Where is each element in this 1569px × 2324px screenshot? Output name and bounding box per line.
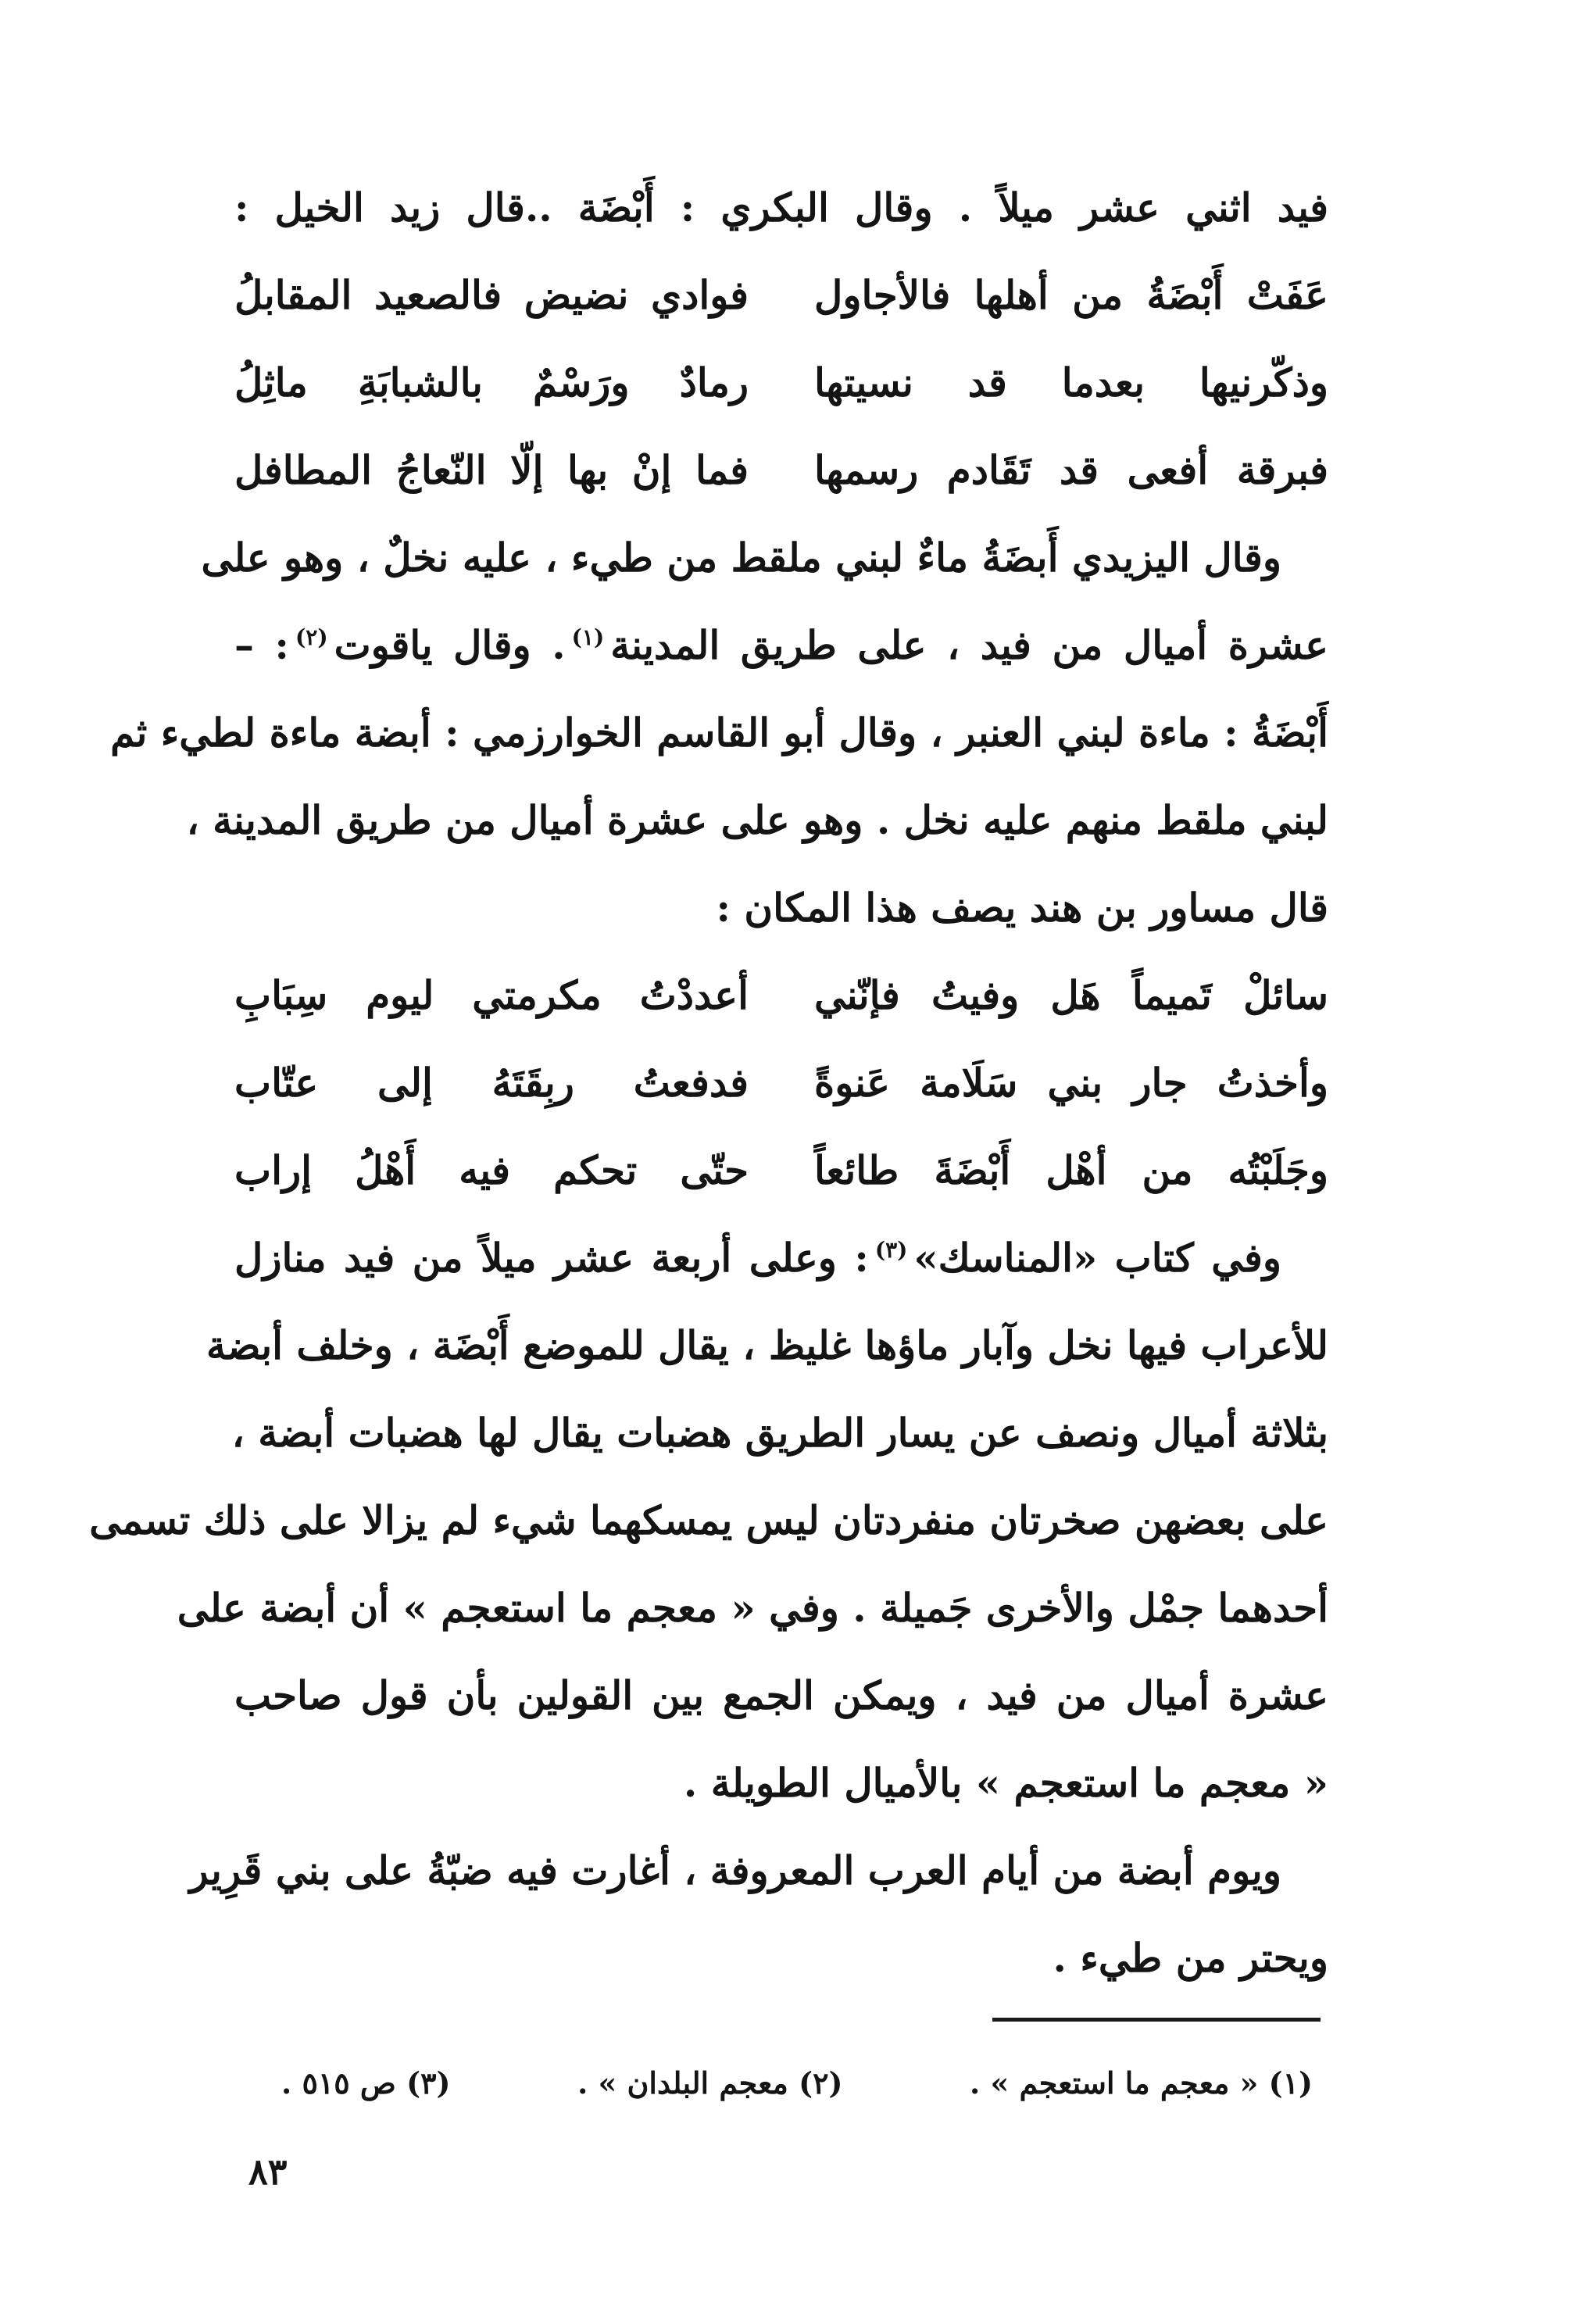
text-line-9: [234, 864, 1328, 952]
verse-line-3: [234, 427, 1328, 514]
verse-first-hemistich: عَفَتْ أَبْضَةُ من أهلها فالأجاول: [814, 272, 1328, 318]
text-line-14: [206, 1302, 1328, 1389]
verse-second-hemistich: رمادٌ ورَسْمٌ بالشبابَةِ ماثِلُ: [234, 359, 749, 406]
verse-first-hemistich: وجَلَبْتُه من أهْل أَبْضَةَ طائعاً: [814, 1147, 1328, 1193]
text-line-5: [201, 514, 1328, 602]
verse-line-6: [234, 1127, 1328, 1214]
line-text: وفي كتاب «المناسك»: [913, 1235, 1281, 1281]
line-text: ويوم أبضة من أيام العرب المعروفة ، أغارت فيه ضبّةُ على بني قَرِير: [189, 1847, 1281, 1893]
verse-line-1: [234, 252, 1328, 339]
footnote-ref-3: (٣): [874, 1237, 908, 1264]
line-text: قال مساور بن هند يصف هذا المكان :: [716, 885, 1328, 931]
verse-first-hemistich: وأخذتُ جار بني سَلَامة عَنوةً: [814, 1060, 1328, 1106]
verse-line-2: [234, 339, 1328, 427]
line-text: على بعضهن صخرتان منفردتان ليس يمسكهما شيء لم يزالا على ذلك تسمى: [89, 1497, 1328, 1543]
line-text: عشرة أميال من فيد ، على طريق المدينة: [610, 622, 1328, 668]
line-text: وقال اليزيدي أَبضَةُ ماءٌ لبني ملقط من طيء ، عليه نخلٌ ، وهو على: [201, 535, 1281, 581]
page-number: ٨٣: [248, 2151, 288, 2193]
footnote-2: (٢) معجم البلدان » .: [577, 2065, 843, 2101]
verse-line-4: [234, 952, 1328, 1039]
verse-second-hemistich: حتّى تحكم فيه أَهْلُ إراب: [234, 1147, 749, 1193]
line-text: « معجم ما استعجم » بالأميال الطويلة .: [683, 1760, 1328, 1806]
line-text: فيد اثني عشر ميلاً . وقال البكري : أَبْضَة ..قال زيد الخيل :: [234, 184, 1328, 231]
line-text: أَبْضَةُ : ماءة لبني العنبر ، وقال أبو القاسم الخوارزمي : أبضة ماءة لطيء ثم: [110, 710, 1328, 756]
verse-second-hemistich: فدفعتُ ربِقَتَهُ إلى عتّاب: [234, 1060, 749, 1106]
line-text: . وقال ياقوت: [334, 622, 566, 668]
text-line-6: [234, 602, 1328, 689]
footnotes: [281, 2047, 1313, 2118]
line-text: : وعلى أربعة عشر ميلاً من فيد منازل: [234, 1235, 869, 1281]
line-text: بثلاثة أميال ونصف عن يسار الطريق هضبات يقال لها هضبات أبضة ،: [231, 1410, 1328, 1456]
footnote-separator: [992, 2018, 1321, 2022]
footnote-ref-1: (١): [571, 624, 605, 651]
line-text: : –: [234, 622, 290, 668]
verse-line-5: [234, 1039, 1328, 1127]
footnote-1: (١) « معجم ما استعجم » .: [970, 2065, 1313, 2101]
text-line-13: [234, 1214, 1328, 1302]
text-line-19: [234, 1739, 1328, 1827]
text-line-20: [189, 1827, 1328, 1915]
text-line-8: [186, 777, 1328, 864]
footnote-ref-2: (٢): [295, 624, 328, 651]
line-text: ويحتر من طيء .: [1053, 1935, 1328, 1981]
page-body: [89, 164, 1328, 2002]
verse-second-hemistich: فوادي نضيض فالصعيد المقابلُ: [234, 272, 749, 318]
line-text: عشرة أميال من فيد ، ويمكن الجمع بين القولين بأن قول صاحب: [234, 1672, 1328, 1718]
text-line-16: [89, 1477, 1328, 1564]
line-text: للأعراب فيها نخل وآبار ماؤها غليظ ، يقال للموضع أَبْضَة ، وخلف أبضة: [206, 1322, 1328, 1368]
verse-first-hemistich: سائلْ تَميماً هَل وفيتُ فإنّني: [814, 972, 1328, 1018]
text-line-15: [231, 1389, 1328, 1477]
verse-first-hemistich: وذكّرنيها بعدما قد نسيتها: [814, 359, 1328, 406]
text-line-18: [234, 1652, 1328, 1739]
verse-second-hemistich: فما إنْ بها إلّا النّعاجُ المطافل: [234, 447, 749, 493]
line-text: أحدهما جمْل والأخرى جَميلة . وفي « معجم ما استعجم » أن أبضة على: [177, 1585, 1328, 1631]
text-line-21: [234, 1915, 1328, 2002]
verse-second-hemistich: أعددْتُ مكرمتي ليوم سِبَابِ: [234, 972, 749, 1018]
line-text: لبني ملقط منهم عليه نخل . وهو على عشرة أميال من طريق المدينة ،: [186, 797, 1328, 843]
verse-first-hemistich: فبرقة أفعى قد تَقَادم رسمها: [814, 447, 1328, 493]
text-line-7: [110, 689, 1328, 777]
text-line-1: [234, 164, 1328, 252]
text-line-17: [177, 1564, 1328, 1652]
footnote-3: (٣) ص ٥١٥ .: [281, 2065, 451, 2101]
